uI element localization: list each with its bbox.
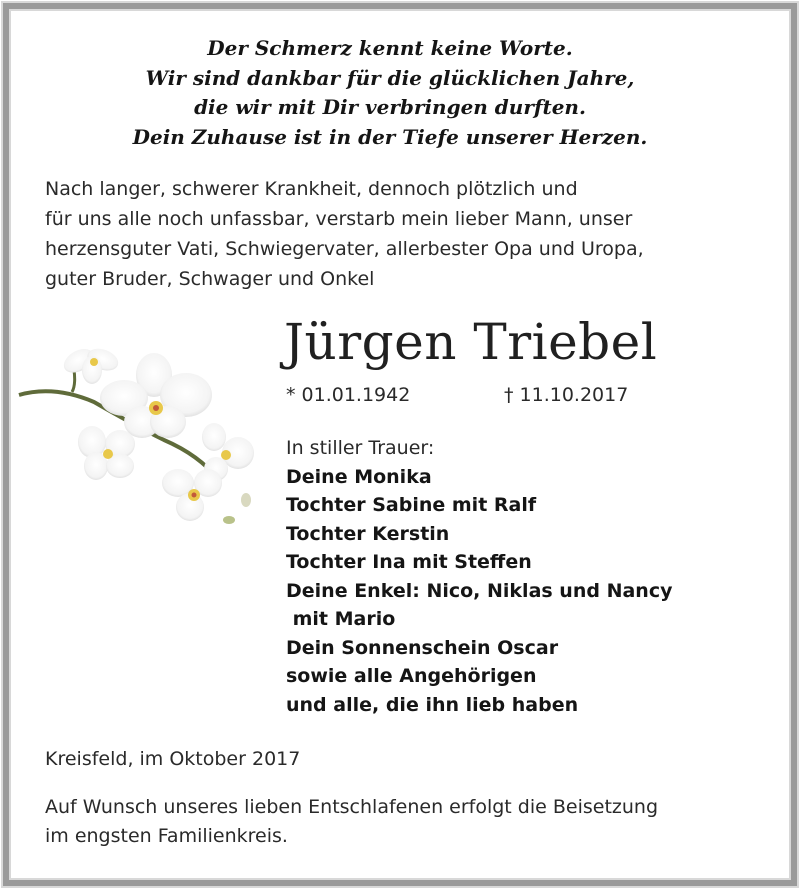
mourner-line: Tochter Sabine mit Ralf xyxy=(286,494,537,516)
mourner-line: Dein Sonnenschein Oscar xyxy=(286,636,559,659)
mourner-line: Deine Monika xyxy=(286,465,432,488)
orchid-image xyxy=(14,330,264,540)
intro-line: für uns alle noch unfassbar, verstarb mein lieber Mann, unser xyxy=(45,208,633,230)
intro-line: herzensguter Vati, Schwiegervater, allerbester Opa und Uropa, xyxy=(45,238,644,260)
poem-line: Dein Zuhause ist in der Tiefe unserer Herzen. xyxy=(132,124,648,149)
mourner-line: Tochter Kerstin xyxy=(286,522,450,545)
mourner-line: und alle, die ihn lieb haben xyxy=(286,693,579,716)
burial-note xyxy=(45,793,765,851)
birth-date: * 01.01.1942 xyxy=(286,384,411,406)
mourner-line: sowie alle Angehörigen xyxy=(286,665,537,687)
note-line: im engsten Familienkreis. xyxy=(45,825,288,847)
mourners-block xyxy=(286,434,766,719)
mourner-line: mit Mario xyxy=(286,608,396,630)
poem-line: Der Schmerz kennt keine Worte. xyxy=(207,36,573,60)
intro-line: guter Bruder, Schwager und Onkel xyxy=(45,268,375,290)
mourners-lead: In stiller Trauer: xyxy=(286,437,435,459)
poem-line: Wir sind dankbar für die glücklichen Jahre, xyxy=(145,65,635,90)
mourner-line: Deine Enkel: Nico, Niklas und Nancy xyxy=(286,579,673,602)
intro-text xyxy=(45,174,765,294)
poem xyxy=(40,34,740,152)
death-date: † 11.10.2017 xyxy=(504,384,629,406)
deceased-name: Jürgen Triebel xyxy=(284,313,658,371)
mourner-line: Tochter Ina mit Steffen xyxy=(286,551,532,573)
intro-line: Nach langer, schwerer Krankheit, dennoch plötzlich und xyxy=(45,178,578,200)
note-line: Auf Wunsch unseres lieben Entschlafenen erfolgt die Beisetzung xyxy=(45,796,659,818)
place-date: Kreisfeld, im Oktober 2017 xyxy=(45,748,301,770)
poem-line: die wir mit Dir verbringen durften. xyxy=(194,95,586,119)
